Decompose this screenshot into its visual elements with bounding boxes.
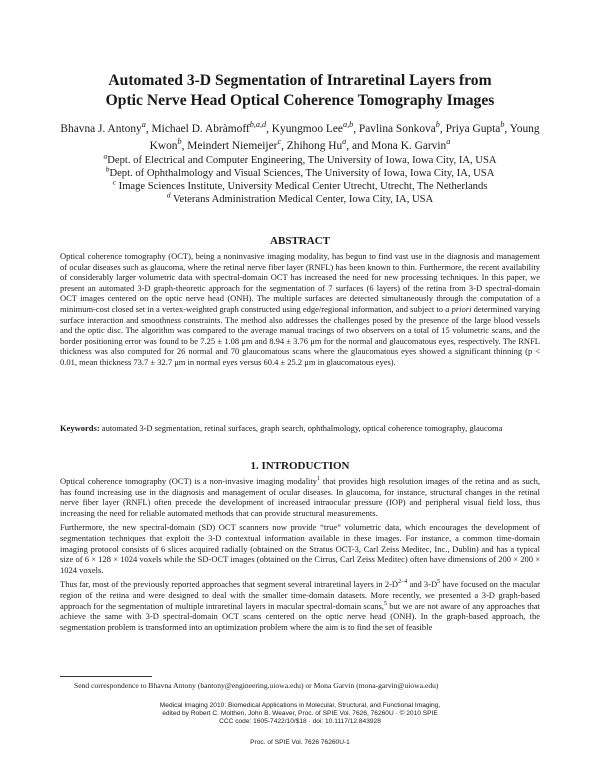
abstract-text-1: Optical coherence tomography (OCT), being a noninvasive imaging modality, has begun to find vast use in the diagnosis and management of ocular diseases such as glaucoma, where the retinal nerve fiber layer (RNFL) has been known to thin. Furthermore, the recent availability of considerably larger volumetric data with spectral-domain OCT has increased the need for new processing techniques. In this paper, we present an automated 3-D graph-theoretic approach for the segmentation of 7 surfaces (6 layers) of the retina from 3-D spectral-domain OCT images centered on the optic nerve head (ONH). The multiple surfaces are detected simultaneously through the computation of a minimum-cost closed set in a vertex-weighted graph constructed using edge/regional information, and subject to (60, 251, 540, 314)
affiliation-line (40, 177, 560, 193)
intro-body (60, 476, 540, 636)
affiliation-text: Veterans Administration Medical Center, Iowa City, IA, USA (170, 194, 434, 205)
abstract-heading: ABSTRACT (270, 235, 330, 247)
citation-ref: 2–4 (398, 579, 408, 586)
author-list (60, 121, 540, 155)
author-separator: , (439, 123, 446, 135)
affiliation-text: Dept. of Ophthalmology and Visual Sciences, The University of Iowa, Iowa City, IA, USA (109, 168, 495, 179)
intro-p1-text-b: that provides high resolution images of the retina and as such, has found increasing use in the diagnosis and management of ocular diseases. In glaucoma, for instance, structural changes in the retinal nerve fiber layer (RNFL) often precede the development of increased intraocular pressure (IOP) and peripheral visual field loss, thus increasing the need for reliable automated methods that can provide structural measurements. (60, 476, 540, 518)
author-separator: , (266, 123, 272, 135)
author-affiliation-mark: b (177, 137, 182, 147)
author-name: Kyungmoo Lee (271, 123, 343, 135)
author-affiliation-mark: b,a,d (249, 120, 267, 130)
author-separator: , and (346, 140, 372, 152)
affiliation-line (40, 164, 560, 180)
intro-paragraph-3 (60, 579, 540, 632)
affiliation-mark: b (105, 164, 110, 174)
correspondence-footnote: Send correspondence to Bhavna Antony (bantony@engineering.uiowa.edu) or Mona Garvin (mona-garvin@uiowa.edu) (74, 681, 439, 690)
author-name: Meindert Niemeijer (187, 140, 278, 152)
author-name: Mona K. Garvin (371, 140, 447, 152)
publication-footer (150, 702, 450, 727)
author-name: Zhihong Hu (286, 140, 343, 152)
abstract-italic: a priori (445, 303, 472, 314)
footer-line-1: Medical Imaging 2010: Biomedical Applications in Molecular, Structural, and Functional Imaging, (159, 702, 441, 709)
author-affiliation-mark: a (446, 137, 451, 147)
intro-p3-text-b: and 3-D (407, 579, 438, 590)
affiliation-mark: d (166, 190, 171, 200)
intro-paragraph-1 (60, 476, 540, 518)
author-name: Michael D. Abràmoff (151, 123, 250, 135)
footnote-rule (60, 676, 152, 677)
author-name: Priya Gupta (445, 123, 501, 135)
affiliation-list (40, 151, 560, 206)
author-separator: , (145, 123, 152, 135)
author-affiliation-mark: b (435, 120, 440, 130)
citation-ref: 1 (317, 476, 321, 483)
citation-ref: 5 (437, 579, 441, 586)
title-line-1: Automated 3-D Segmentation of Intraretinal Layers from (108, 72, 492, 89)
footer-line-2: edited by Robert C. Molthen, John B. Weaver, Proc. of SPIE Vol. 7626, 76260U · © 2010 SPIE (162, 710, 438, 718)
paper-title (40, 71, 560, 111)
affiliation-mark: c (112, 177, 117, 187)
affiliation-line (40, 151, 560, 167)
author-name: Bhavna J. Antony (60, 123, 142, 135)
author-separator: , (353, 123, 359, 135)
author-affiliation-mark: a,b (342, 120, 354, 130)
intro-p3-text-d: but we are not aware of any approaches that achieve the same with 3-D spectral-domain OCT scans centered on the optic nerve head (ONH). In the graph-based approach, the segmentation problem is transformed into an optimization problem where the aim is to find the set of feasible (60, 600, 540, 632)
keywords-text: automated 3-D segmentation, retinal surfaces, graph search, ophthalmology, optical coherence tomography, glaucoma (99, 423, 503, 433)
intro-p3-text-c: have focused on the macular region of the retina and were designed to deal with the smaller time-domain datasets. More recently, we presented a 3-D graph-based approach for the segmentation of multiple intraretinal layers in macular spectral-domain scans, (60, 579, 540, 611)
intro-p1-text-a: Optical coherence tomography (OCT) is a non-invasive imaging modality (60, 476, 318, 486)
author-separator: , (504, 123, 510, 135)
keywords-label: Keywords: (60, 423, 100, 433)
intro-paragraph-2: Furthermore, the new spectral-domain (SD) OCT scanners now provide “true” volumetric data, which encourages the development of segmentation techniques that exploit the 3-D contextual information available in these images. For instance, a common time-domain imaging protocol consists of 6 slices acquired radially (obtained on the Stratus OCT-3, Carl Zeiss Meditec, Inc., Dublin) and has a typical size of 6 × 128 × 1024 voxels while the SD-OCT images (obtained on the Cirrus, Carl Zeiss Meditec) often have dimensions of 200 × 200 × 1024 voxels. (60, 522, 540, 575)
author-affiliation-mark: b (500, 120, 505, 130)
affiliation-line (40, 190, 560, 206)
author-name: Young Kwon (149, 123, 540, 152)
author-affiliation-mark: c (277, 137, 282, 147)
author-separator: , (281, 140, 287, 152)
affiliation-text: Image Sciences Institute, University Medical Center Utrecht, Utrecht, The Netherlands (116, 181, 488, 192)
intro-p3-text-a: Thus far, most of the previously reported approaches that segment several intraretinal layers in 2-D (60, 579, 399, 590)
footer-line-3: CCC code: 1605-7422/10/$18 · doi: 10.1117/12.843928 (219, 718, 381, 726)
affiliation-mark: a (103, 151, 108, 161)
intro-heading: 1. INTRODUCTION (250, 460, 350, 472)
author-affiliation-mark: a (141, 120, 146, 130)
citation-ref: 5 (383, 600, 387, 607)
author-separator: , (181, 140, 188, 152)
affiliation-text: Dept. of Electrical and Computer Engineering, The University of Iowa, Iowa City, IA, USA (107, 155, 497, 166)
author-affiliation-mark: a (342, 137, 347, 147)
abstract-body (60, 251, 540, 368)
title-line-2: Optic Nerve Head Optical Coherence Tomography Images (105, 92, 495, 109)
abstract-text-2: determined varying surface interaction and smoothness constraints. The method also addresses the challenges posed by the presence of the large blood vessels and the optic disc. The algorithm was compared to the average manual tracings of two observers on a total of 15 volumetric scans, and the border positioning error was found to be 7.25 ± 1.08 μm and 8.94 ± 3.76 μm for the normal and glaucomatous eyes, respectively. The RNFL thickness was also computed for 26 normal and 70 glaucomatous scans where the glaucomatous eyes showed a significant thinning (p < 0.01, mean thickness 73.7 ± 32.7 μm in normal eyes versus 60.4 ± 25.2 μm in glaucomatous eyes). (60, 303, 540, 367)
keywords-block (60, 423, 540, 434)
page-number: Proc. of SPIE Vol. 7626 76260U-1 (250, 739, 350, 746)
author-name: Pavlina Sonkova (358, 123, 436, 135)
